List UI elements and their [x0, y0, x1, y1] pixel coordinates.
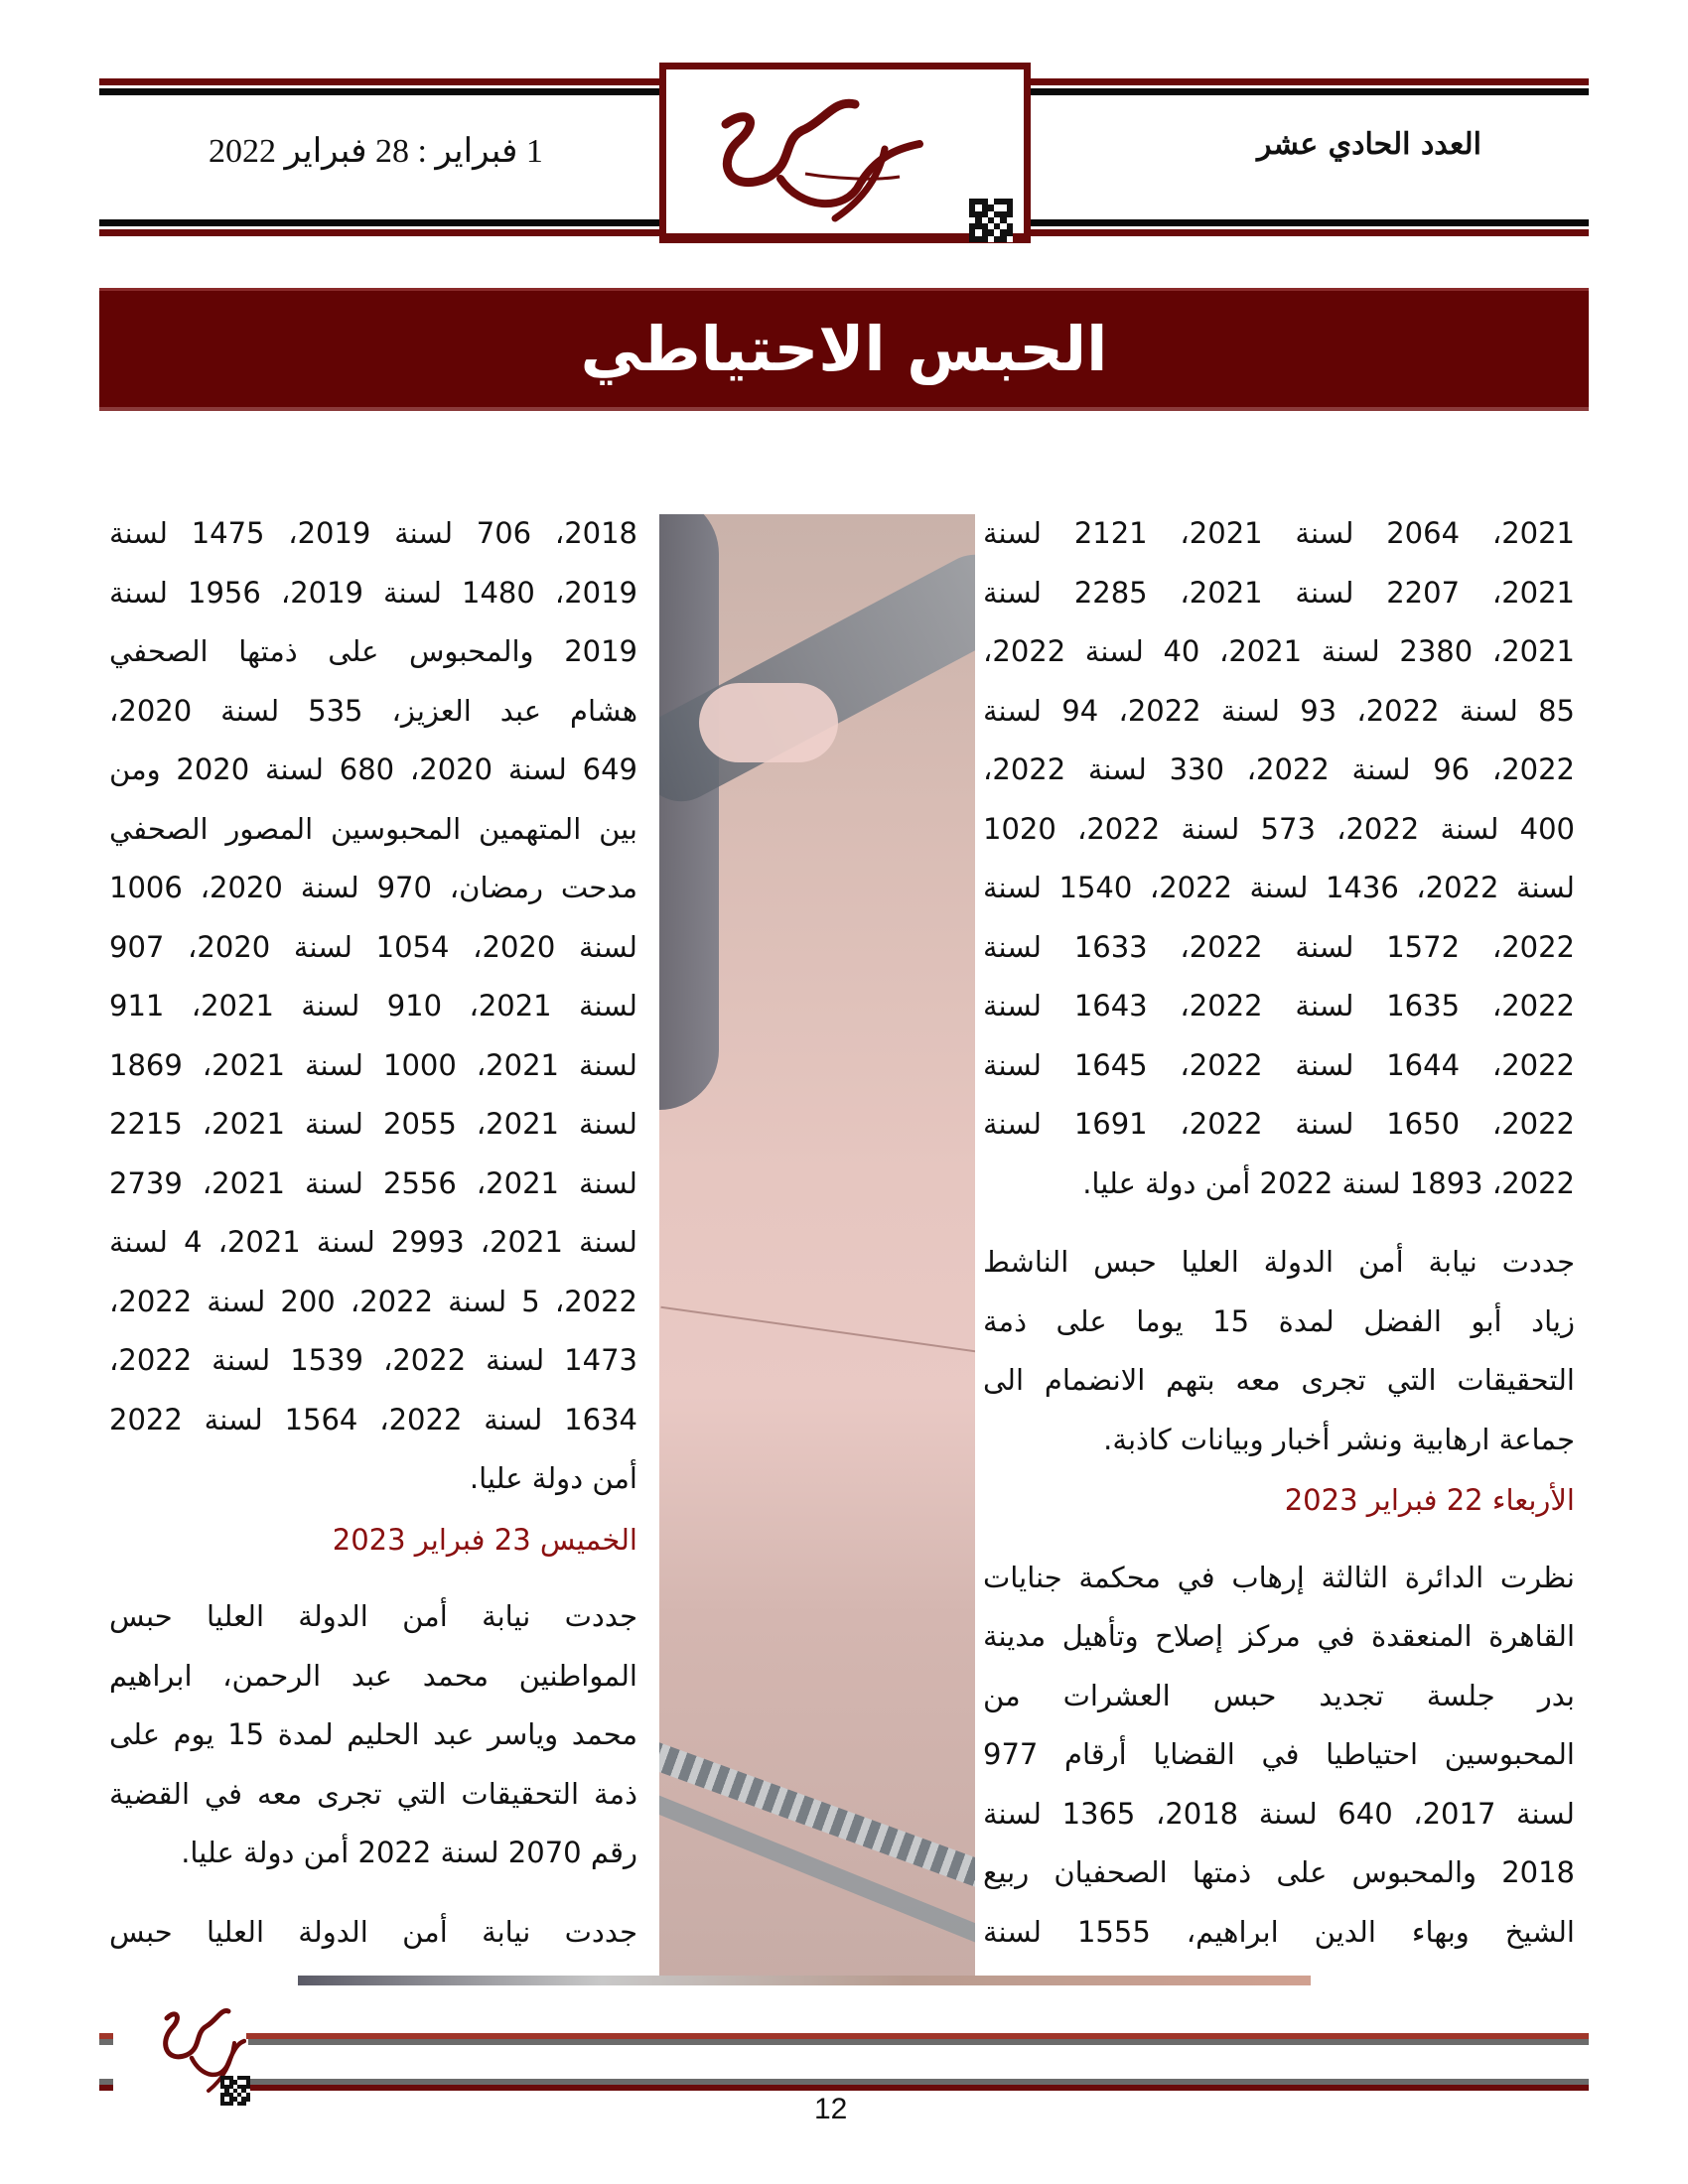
- text-line: هشام عبد العزيز، 535 لسنة 2020،: [109, 693, 637, 728]
- issue-number: العدد الحادي عشر: [1257, 127, 1481, 162]
- text-line: 2021، 2207 لسنة 2021، 2285 لسنة: [983, 575, 1576, 610]
- text-line: جماعة ارهابية ونشر أخبار وبيانات كاذبة.: [1103, 1422, 1575, 1456]
- text-line: 2022، 5 لسنة 2022، 200 لسنة 2022،: [109, 1284, 637, 1318]
- text-line: محمد وياسر عبد الحليم لمدة 15 يوم على: [109, 1717, 637, 1751]
- text-line: نظرت الدائرة الثالثة إرهاب في محكمة جنايات: [983, 1560, 1575, 1594]
- qr-code: [220, 2076, 250, 2106]
- date-heading: الخميس 23 فبراير 2023: [332, 1522, 637, 1557]
- header-rule: [1031, 229, 1589, 236]
- text-line: 2018، 706 لسنة 2019، 1475 لسنة: [109, 516, 638, 550]
- paragraph: [109, 1587, 637, 1883]
- text-line: مدحت رمضان، 970 لسنة 2020، 1006: [109, 871, 637, 904]
- footer-rule: [99, 2085, 113, 2091]
- date-heading: الأربعاء 22 فبراير 2023: [1284, 1483, 1575, 1517]
- text-line: المحبوسين احتياطيا في القضايا أرقام 977: [983, 1737, 1575, 1771]
- text-line: رقم 2070 لسنة 2022 أمن دولة عليا.: [181, 1836, 637, 1869]
- paragraph: [109, 504, 637, 1509]
- calligraphy-logo: [686, 79, 934, 228]
- header-rule: [1031, 219, 1589, 226]
- issue-date-range: 1 فبراير : 28 فبراير 2022: [209, 133, 543, 170]
- header-rule: [99, 219, 659, 226]
- text-line: لسنة 2020، 1054 لسنة 2020، 907: [109, 929, 638, 964]
- text-line: جددت نيابة أمن الدولة العليا حبس: [109, 1914, 637, 1949]
- text-line: 2018 والمحبوس على ذمتها الصحفيان ربيع: [983, 1855, 1575, 1889]
- paragraph: [983, 1549, 1575, 1963]
- header-rule: [1031, 78, 1589, 85]
- text-line: 2021، 2380 لسنة 2021، 40 لسنة 2022،: [983, 634, 1575, 668]
- text-line: لسنة 2021، 2556 لسنة 2021، 2739: [109, 1165, 637, 1200]
- text-line: التحقيقات التي تجرى معه بتهم الانضمام الى: [983, 1363, 1575, 1397]
- text-line: جددت نيابة أمن الدولة العليا حبس: [109, 1599, 637, 1633]
- text-line: القاهرة المنعقدة في مركز إصلاح وتأهيل مدينة: [983, 1619, 1575, 1653]
- photo-bottom-strip: [298, 1976, 1311, 1985]
- masthead-logo: [659, 63, 1031, 243]
- footer-rule: [99, 2039, 113, 2045]
- text-line: 2022، 1644 لسنة 2022، 1645 لسنة: [983, 1047, 1576, 1082]
- section-title: الحبس الاحتياطي: [580, 313, 1108, 385]
- text-line: 649 لسنة 2020، 680 لسنة 2020 ومن: [109, 752, 637, 786]
- header-rule: [99, 88, 659, 95]
- footer-rule: [248, 2085, 1589, 2091]
- paragraph: [109, 1903, 637, 1963]
- header-rule: [99, 229, 659, 236]
- text-line: 2022، 1650 لسنة 2022، 1691 لسنة: [983, 1107, 1576, 1141]
- footer-logo: [147, 1993, 246, 2103]
- paragraph: [983, 504, 1575, 1213]
- text-line: 2021، 2064 لسنة 2021، 2121 لسنة: [983, 516, 1576, 550]
- article-column-left: [109, 504, 637, 1962]
- text-line: 400 لسنة 2022، 573 لسنة 2022، 1020: [983, 811, 1575, 846]
- text-line: بين المتهمين المحبوسين المصور الصحفي: [109, 811, 637, 846]
- page-number: 12: [814, 2093, 848, 2125]
- qr-code: [969, 199, 1013, 242]
- text-line: 2022، 96 لسنة 2022، 330 لسنة 2022،: [983, 752, 1576, 786]
- section-banner: [99, 288, 1589, 411]
- text-line: 2019، 1480 لسنة 2019، 1956 لسنة: [109, 575, 637, 610]
- text-line: 2022، 1893 لسنة 2022 أمن دولة عليا.: [1082, 1165, 1575, 1200]
- handcuffs-photo: [659, 514, 975, 1983]
- text-line: 2022، 1635 لسنة 2022، 1643 لسنة: [983, 989, 1576, 1023]
- text-line: أمن دولة عليا.: [469, 1461, 637, 1495]
- text-line: لسنة 2022، 1436 لسنة 2022، 1540 لسنة: [983, 871, 1575, 904]
- header-rule: [99, 78, 659, 85]
- footer-rule: [248, 2039, 1589, 2045]
- text-line: 2022، 1572 لسنة 2022، 1633 لسنة: [983, 929, 1576, 964]
- text-line: لسنة 2017، 640 لسنة 2018، 1365 لسنة: [983, 1796, 1575, 1831]
- text-line: 1473 لسنة 2022، 1539 لسنة 2022،: [109, 1343, 637, 1377]
- text-line: زياد أبو الفضل لمدة 15 يوما على ذمة: [983, 1303, 1576, 1338]
- article-column-right: [983, 504, 1575, 1962]
- text-line: الشيخ وبهاء الدين ابراهيم، 1555 لسنة: [983, 1914, 1575, 1949]
- text-line: 1634 لسنة 2022، 1564 لسنة 2022: [109, 1402, 637, 1436]
- text-line: 2019 والمحبوس على ذمتها الصحفي: [109, 634, 637, 668]
- header-rule: [1031, 88, 1589, 95]
- text-line: 85 لسنة 2022، 93 لسنة 2022، 94 لسنة: [983, 693, 1575, 728]
- text-line: لسنة 2021، 2055 لسنة 2021، 2215: [109, 1107, 637, 1141]
- text-line: لسنة 2021، 910 لسنة 2021، 911: [109, 989, 638, 1023]
- text-line: ذمة التحقيقات التي تجرى معه في القضية: [109, 1776, 637, 1811]
- text-line: المواطنين محمد عبد الرحمن، ابراهيم: [109, 1658, 637, 1693]
- text-line: لسنة 2021، 2993 لسنة 2021، 4 لسنة: [109, 1225, 637, 1259]
- text-line: جددت نيابة أمن الدولة العليا حبس الناشط: [983, 1245, 1575, 1279]
- paragraph: [983, 1233, 1575, 1469]
- text-line: لسنة 2021، 1000 لسنة 2021، 1869: [109, 1047, 637, 1082]
- text-line: بدر جلسة تجديد حبس العشرات من: [983, 1678, 1575, 1712]
